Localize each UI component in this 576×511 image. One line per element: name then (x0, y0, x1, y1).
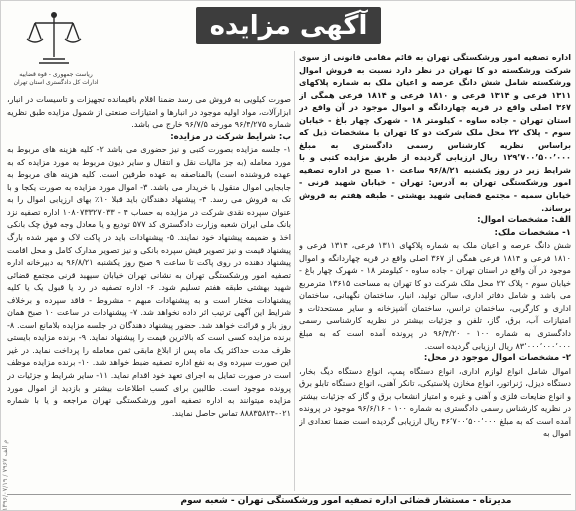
assets-description: اموال شامل انواع لوازم اداری، انواع دستگاه پمپ، انواع دستگاه دیگ بخار، دستگاه دیزل، ژنراتور، انواع مخازن پلاستیکی، تانکر آهنی، انواع دستگاه تابلو برق و انواع ضایعات فلزی و آهنی و غیره و امتیاز انشعاب برق و گاز که جزئیات بیشتر در نظریه کارشناس رسمی دادگستری به شماره ۱۰۰ - ۹۶/۶/۱۶ موجود در پرونده آمده است که به مبلغ ۴۶٬۷۰۰٬۵۰۰٬۰۰۰ ریال ارزیابی گردیده است ضمنا تعدادی از اموال به (299, 365, 571, 439)
page-title: آگهی مزایده (196, 7, 381, 44)
judiciary-emblem-icon (21, 9, 87, 69)
continuation-paragraph: صورت کیلویی به فروش می رسد ضمنا اقلام باقیمانده تجهیزات و تاسیسات در انبار، ابزارآلات، مواد اولیه موجود در انبارها و امتیازات صنعتی از شمول مزایده طبق نظریه شماره ۹۶/۴/۲۷۵ مورخه ۹۶/۷/۵ خارج می باشد. (7, 94, 291, 130)
subsection-property-title: ۱- مشخصات ملک: (494, 227, 571, 238)
right-column (299, 51, 571, 492)
footer-divider (7, 494, 571, 495)
side-reference-code: م الف ۷۹۶۷ / ۱۳۹۶/۰۷/۱۹ (1, 439, 9, 511)
property-description: شش دانگ عرصه و اعیان ملک به شماره پلاکهای ۱۳۱۱ فرعی، ۱۳۱۴ فرعی و ۱۸۱۰ فرعی و ۱۸۱۴ فرعی همگی از ۳۶۷ اصلی واقع در قریه چهاردانگه و اموال موجود در آن واقع در استان تهران - جاده ساوه - کیلومتر ۱۸ - شهرک چهار باغ - خیابان سوم - پلاک ۲۲ محل ملک شرکت دو کا تهران به مساحت ۱۳۶۱۵ مترمربع می باشد و شامل دفاتر اداری، سالن تولید، انبار، ساختمان نگهبانی، ساختمان اداری و کارگربی، ساختمان ترانس، ساختمان آشپزخانه و سایر مستحدثات و امتیازات آب، برق، گاز، تلفن و جزئیات بیشتر در نظریه کارشناسی رسمی دادگستری به شماره ۱۰۰ - ۹۶/۴/۲۰ در پرونده آمده است که به مبلغ ۸۳٬۰۰۰٬۰۰۰٬۰۰۰ ریال ارزیابی گردیده است. (299, 240, 571, 351)
intro-paragraph: اداره تصفیه امور ورشکستگی تهران به قائم مقامی قانونی از سوی شرکت ورشکسته دو کا تهران در نظر دارد نسبت به فروش اموال ورشکسته شامل شش دانگ عرصه و اعیان ملک به شماره پلاکهای ۱۳۱۱ فرعی و ۱۳۱۴ فرعی و ۱۸۱۰ فرعی و ۱۸۱۴ فرعی همگی از ۳۶۷ اصلی واقع در قریه چهاردانگه و اموال موجود در آن واقع در استان تهران - جاده ساوه - کیلومتر ۱۸ - شهرک چهار باغ - خیابان سوم - پلاک ۲۲ محل ملک شرکت دو کا تهران با مشخصات ذیل که براساس نظریه کارشناس رسمی دادگستری به مبلغ ۱۲۹٬۷۰۰٬۵۰۰٬۰۰۰ ریال ارزیابی گردیده از طریق مزایده کتبی و با شرایط زیر در روز یکشنبه ۹۶/۸/۲۱ ساعت ۱۰ صبح در اداره تصفیه امور ورشکستگی تهران به آدرس: تهران - خیابان شهید قرنی - خیابان سمیه - مجتمع قضایی شهید بهشتی - طبقه هفتم به فروش برساند. (299, 52, 571, 213)
conditions-text: ۱- جلسه مزایده بصورت کتبی و نیز حضوری می باشد ۲- کلیه هزینه های مربوط به مورد معامله (به جز مالیات نقل و انتقال و سایر دیون مربوط به مورد مزایده که به عهده فروشنده است) بالمناصفه به عهده طرفین است. کلیه هزینه های مربوط به جابجایی اموال منقول با خریدار می باشد. ۳- اموال مورد مزایده به صورت یکجا و با تک به فروش می رسد. ۴- پیشنهاد دهندگان باید قبلا ۱۰٪ بهای ارزیابی اموال را به عنوان سپرده نقدی شرکت در مزایده به حساب ۴ - ۱۰۸۰۷۳۳۲۷۰۳۳ اداره تصفیه نزد بانک ملی ایران شعبه وزارت دادگستری کد ۵۷۷ تودیع و یا معادل وجه فوق چک بانکی اخذ و ضمیمه پیشنهاد خود نمایند. ۵- پیشنهادات باید در پاکت لاک و مهر شده بارگ پیشنهاد قیمت و نیز تصویر فیش سپرده بانکی و نیز تصویر مدارک کامل و محل اقامت پیشنهاد دهنده در روی پاکت تا ساعت ۹ صبح روز یکشنبه ۹۶/۸/۲۱ به دبیرخانه اداره تصفیه امور ورشکستگی تهران به نشانی تهران خیابان سیهبد قرنی مجتمع قضائی شهید بهشتی طبقه هفتم تسلیم شود. ۶- اداره تصفیه در رد یا قبول یک یا کلیه پیشنهادات مختار است و به پیشنهادات مبهم - مشروط - فاقد سپرده و برخلاف شرایط این آگهی ترتیب اثر داده نخواهد شد. ۷- پیشنهادات در ساعت ۱۰ صبح همان روز باز و قرائت خواهد شد. حضور پیشنهاد دهندگان در جلسه مزایده بلامانع است. ۸- برنده مزایده کسی است که بالاترین قیمت را پیشنهاد نماید. ۹- برنده مزایده بایستی ظرف مدت حداکثر یک ماه پس از ابلاغ مابقی ثمن معامله را پرداخت نماید. در غیر این صورت سپرده وی به نفع اداره تصفیه ضبط خواهد شد. ۱۰- برنده مزایده موظف است در صورت تمایل به اجرای تعهد خود اقدام نماید. ۱۱- سایر شرایط و جزئیات در پرونده موجود است. طالبین برای کسب اطلاعات بیشتر و بازدید از اموال مورد مزایده میتوانند به اداره تصفیه امور ورشکستگی تهران مراجعه و یا با شماره ۰۲۱-۸۸۸۳۵۸۲۴ تماس حاصل نمایند. (7, 144, 291, 418)
subsection-assets-title: ۲- مشخصات اموال موجود در محل: (423, 353, 571, 364)
conditions-heading: ب: شرایط شرکت در مزایده: (170, 131, 291, 142)
column-divider (294, 51, 295, 491)
left-column (7, 93, 291, 501)
emblem-caption: ریاست جمهوری - قوه قضاییه ادارات کل دادگستری استان تهران (13, 71, 99, 86)
section-title-specs: الف: مشخصات اموال: (477, 215, 571, 226)
footer-signature: مدیرتاه - مستشار قضائی اداره تصفیه امور ورشکستگی تهران - شعبه سوم (180, 496, 512, 506)
